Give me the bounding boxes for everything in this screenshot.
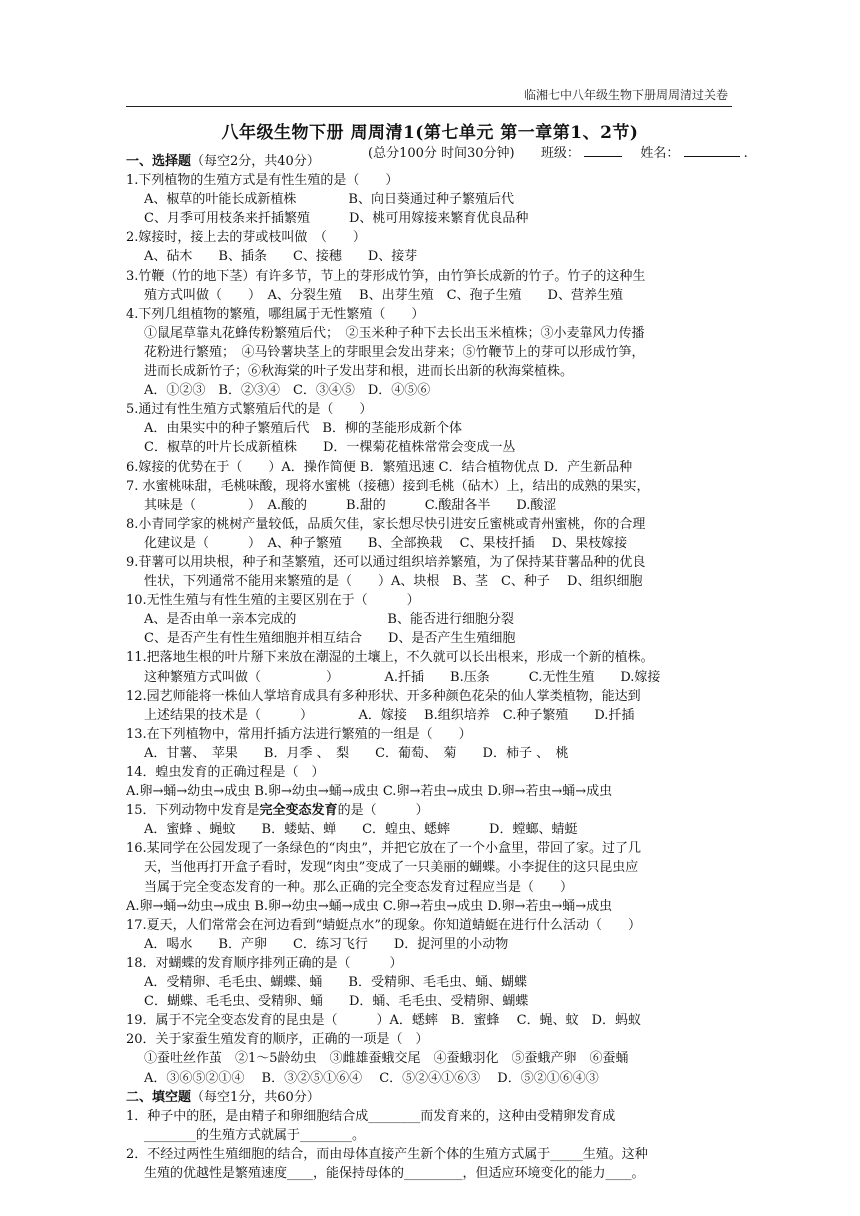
question-line: 18．对蝴蝶的发育顺序排列正确的是（ ） <box>126 955 403 971</box>
header-school-note: 临湘七中八年级生物下册周周清过关卷 <box>523 88 728 102</box>
question-option-line: 生殖的优越性是繁殖速度____，能保持母体的_________，但适应环境变化的能力____。 <box>144 1165 645 1181</box>
question-option-line: C．蝴蝶、毛毛虫、受精卵、蛹 D．蛹、毛毛虫、受精卵、蝴蝶 <box>144 994 529 1010</box>
question-option-line: A．蜜蜂 、蝇蚊 B．蝼蛄、蝉 C．蝗虫、蟋蟀 D．螳螂、蜻蜓 <box>144 822 578 838</box>
question-option-line: 化建议是（ ） A、种子繁殖 B、全部换栽 C、果枝扦插 D、果枝嫁接 <box>144 535 628 551</box>
question-line: 1.下列植物的生殖方式是有性生殖的是（ ） <box>126 173 399 189</box>
question-option-line: 性状，下列通常不能用来繁殖的是（ ）A、块根 B、茎 C、种子 D、组织细胞 <box>144 574 643 590</box>
section-heading <box>126 1088 736 1107</box>
section-scoring: （每空1分，共60分） <box>191 1089 320 1105</box>
question-option-line: 殖方式叫做（ ） A、分裂生殖 B、出芽生殖 C、孢子生殖 D、营养生殖 <box>144 287 623 303</box>
question-line: 6.嫁接的优势在于（ ）A．操作简便 B．繁殖迅速 C．结合植物优点 D．产生新品种 <box>126 459 633 475</box>
question-line: 5.通过有性生殖方式繁殖后代的是（ ） <box>126 402 373 418</box>
question-option-line: A．喝水 B．产卵 C．练习飞行 D．捉河里的小动物 <box>144 936 509 952</box>
question-option-line: 其味是（ ） A.酸的 B.甜的 C.酸甜各半 D.酸涩 <box>144 497 557 513</box>
question-option-line: 进而长成新竹子；⑥秋海棠的叶子发出芽和根，进而长出新的秋海棠植株。 <box>144 364 574 380</box>
question-line: 2．不经过两性生殖细胞的结合，而由母体直接产生新个体的生殖方式属于_____生殖。这种 <box>126 1146 648 1162</box>
question-line: A.卵→蛹→幼虫→成虫 B.卵→幼虫→蛹→成虫 C.卵→若虫→成虫 D.卵→若虫→蛹→成虫 <box>126 898 613 914</box>
question-option-line: 上述结果的技术是（ ） A．嫁接 B.组织培养 C.种子繁殖 D.扦插 <box>144 707 635 723</box>
question-line: 3.竹鞭（竹的地下茎）有许多节，节上的芽形成竹笋，由竹笋长成新的竹子。竹子的这种生 <box>126 268 646 284</box>
question-option-line: C、月季可用枝条来扦插繁殖 D、桃可用嫁接来繁育优良品种 <box>144 211 529 227</box>
end-mark: . <box>743 146 748 161</box>
question-line: 8.小青同学家的桃树产量较低，品质欠佳，家长想尽快引进安丘蜜桃或青州蜜桃，你的合理 <box>126 516 646 532</box>
question-line: 16.某同学在公园发现了一条绿色的“肉虫”，并把它放在了一个小盒里，带回了家。过了几 <box>126 841 641 857</box>
question-line: 2.嫁接时，接上去的芽或枝叫做 （ ） <box>126 230 366 246</box>
question-option-line: 天，当他再打开盒子看时，发现“肉虫”变成了一只美丽的蝴蝶。小李捉住的这只昆虫应 <box>144 860 639 876</box>
question-line: 14．蝗虫发育的正确过程是（ ） <box>126 765 325 780</box>
question-line: 15．下列动物中发育是完全变态发育的是（ ） <box>126 803 429 819</box>
question-line: 11.把落地生根的叶片掰下来放在潮湿的土壤上，不久就可以长出根来，形成一个新的植株。 <box>126 650 654 666</box>
question-line: A.卵→蛹→幼虫→成虫 B.卵→幼虫→蛹→成虫 C.卵→若虫→成虫 D.卵→若虫→蛹→成虫 <box>126 784 613 800</box>
question-option-line: ①鼠尾草靠丸花蜂传粉繁殖后代； ②玉米种子种下去长出玉米植株；③小麦靠风力传播 <box>144 325 645 341</box>
question-line: 7. 水蜜桃味甜，毛桃味酸，现将水蜜桃（接穗）接到毛桃（砧木）上，结出的成熟的果实， <box>126 478 650 494</box>
question-body <box>126 152 736 1183</box>
score-time-note: (总分100分 时间30分钟) <box>368 146 515 161</box>
emphasis-text: 完全变态发育 <box>259 803 338 819</box>
question-option-line: 当属于完全变态发育的一种。那么正确的完全变态发育过程应当是（ ） <box>144 879 574 895</box>
question-line: 1．种子中的胚，是由精子和卵细胞结合成________而发育来的，这种由受精卵发育成 <box>126 1108 616 1124</box>
question-line: 19．属于不完全变态发育的昆虫是（ ）A．蟋蟀 B．蜜蜂 C．蝇、蚊 D．蚂蚁 <box>126 1013 641 1029</box>
question-line: 4.下列几组植物的繁殖，哪组属于无性繁殖（ ） <box>126 306 425 322</box>
question-option-line: A．受精卵、毛毛虫、蝴蝶、蛹 B．受精卵、毛毛虫、蛹、蝴蝶 <box>144 975 527 991</box>
question-line: 20．关于家蚕生殖发育的顺序，正确的一项是（ ） <box>126 1032 429 1048</box>
header-rule <box>126 106 732 107</box>
question-line: 12.园艺师能将一株仙人掌培育成具有多种形状、开多种颜色花朵的仙人掌类植物，能达到 <box>126 688 641 704</box>
page-title: 八年级生物下册 周周清1(第七单元 第一章第1、2节) <box>221 123 639 143</box>
question-option-line: A．由果实中的种子繁殖后代 B．柳的茎能形成新个体 <box>144 421 462 437</box>
question-line: 17.夏天，人们常常会在河边看到“蜻蜓点水”的现象。你知道蜻蜓在进行什么活动（ ） <box>126 917 641 933</box>
question-option-line: A．①②③ B．②③④ C．③④⑤ D．④⑤⑥ <box>144 383 431 399</box>
question-line: 13.在下列植物中，常用扦插方法进行繁殖的一组是（ ） <box>126 726 472 742</box>
question-option-line: A、是否由单一亲本完成的 B、能否进行细胞分裂 <box>144 612 514 628</box>
section-heading <box>126 152 736 171</box>
question-option-line: A、砧木 B、插条 C、接穗 D、接芽 <box>144 249 418 265</box>
question-option-line: C．椒草的叶片长成新植株 D．一棵菊花植株常常会变成一丛 <box>144 440 516 456</box>
question-line: 9.苷薯可以用块根，种子和茎繁殖，还可以通过组织培养繁殖，为了保持某苷薯品种的优良 <box>126 554 646 570</box>
question-option-line: A．甘薯、 苹果 B．月季 、 梨 C．葡萄、 菊 D．柿子 、 桃 <box>144 745 569 761</box>
section-label: 二、填空题 <box>126 1089 192 1105</box>
question-line: 10.无性生殖与有性生殖的主要区别在于（ ） <box>126 593 420 609</box>
question-option-line: ①蚕吐丝作茧 ②1～5龄幼虫 ③雌雄蚕蛾交尾 ④蚕蛾羽化 ⑤蚕蛾产卵 ⑥蚕蛹 <box>144 1051 629 1067</box>
name-label: 姓名： <box>640 146 680 161</box>
question-option-line: C、是否产生有性生殖细胞并相互结合 D、是否产生生殖细胞 <box>144 631 516 647</box>
section-scoring: （每空2分，共40分） <box>191 154 320 169</box>
question-option-line: 花粉进行繁殖； ④马铃薯块茎上的芽眼里会发出芽来；⑤竹鞭节上的芽可以形成竹笋， <box>144 344 645 360</box>
question-option-line: A、椒草的叶能长成新植株 B、向日葵通过种子繁殖后代 <box>144 192 514 208</box>
class-label: 班级： <box>540 146 580 161</box>
section-label: 一、选择题 <box>126 154 192 169</box>
question-option-line: ________的生殖方式就属于________。 <box>144 1127 366 1143</box>
question-option-line: 这种繁殖方式叫做（ ） A.扦插 B.压条 C.无性生殖 D.嫁接 <box>144 669 661 685</box>
question-option-line: A．③⑥⑤②①④ B．③②⑤①⑥④ C．⑤②④①⑥③ D．⑤②①⑥④③ <box>144 1070 599 1086</box>
